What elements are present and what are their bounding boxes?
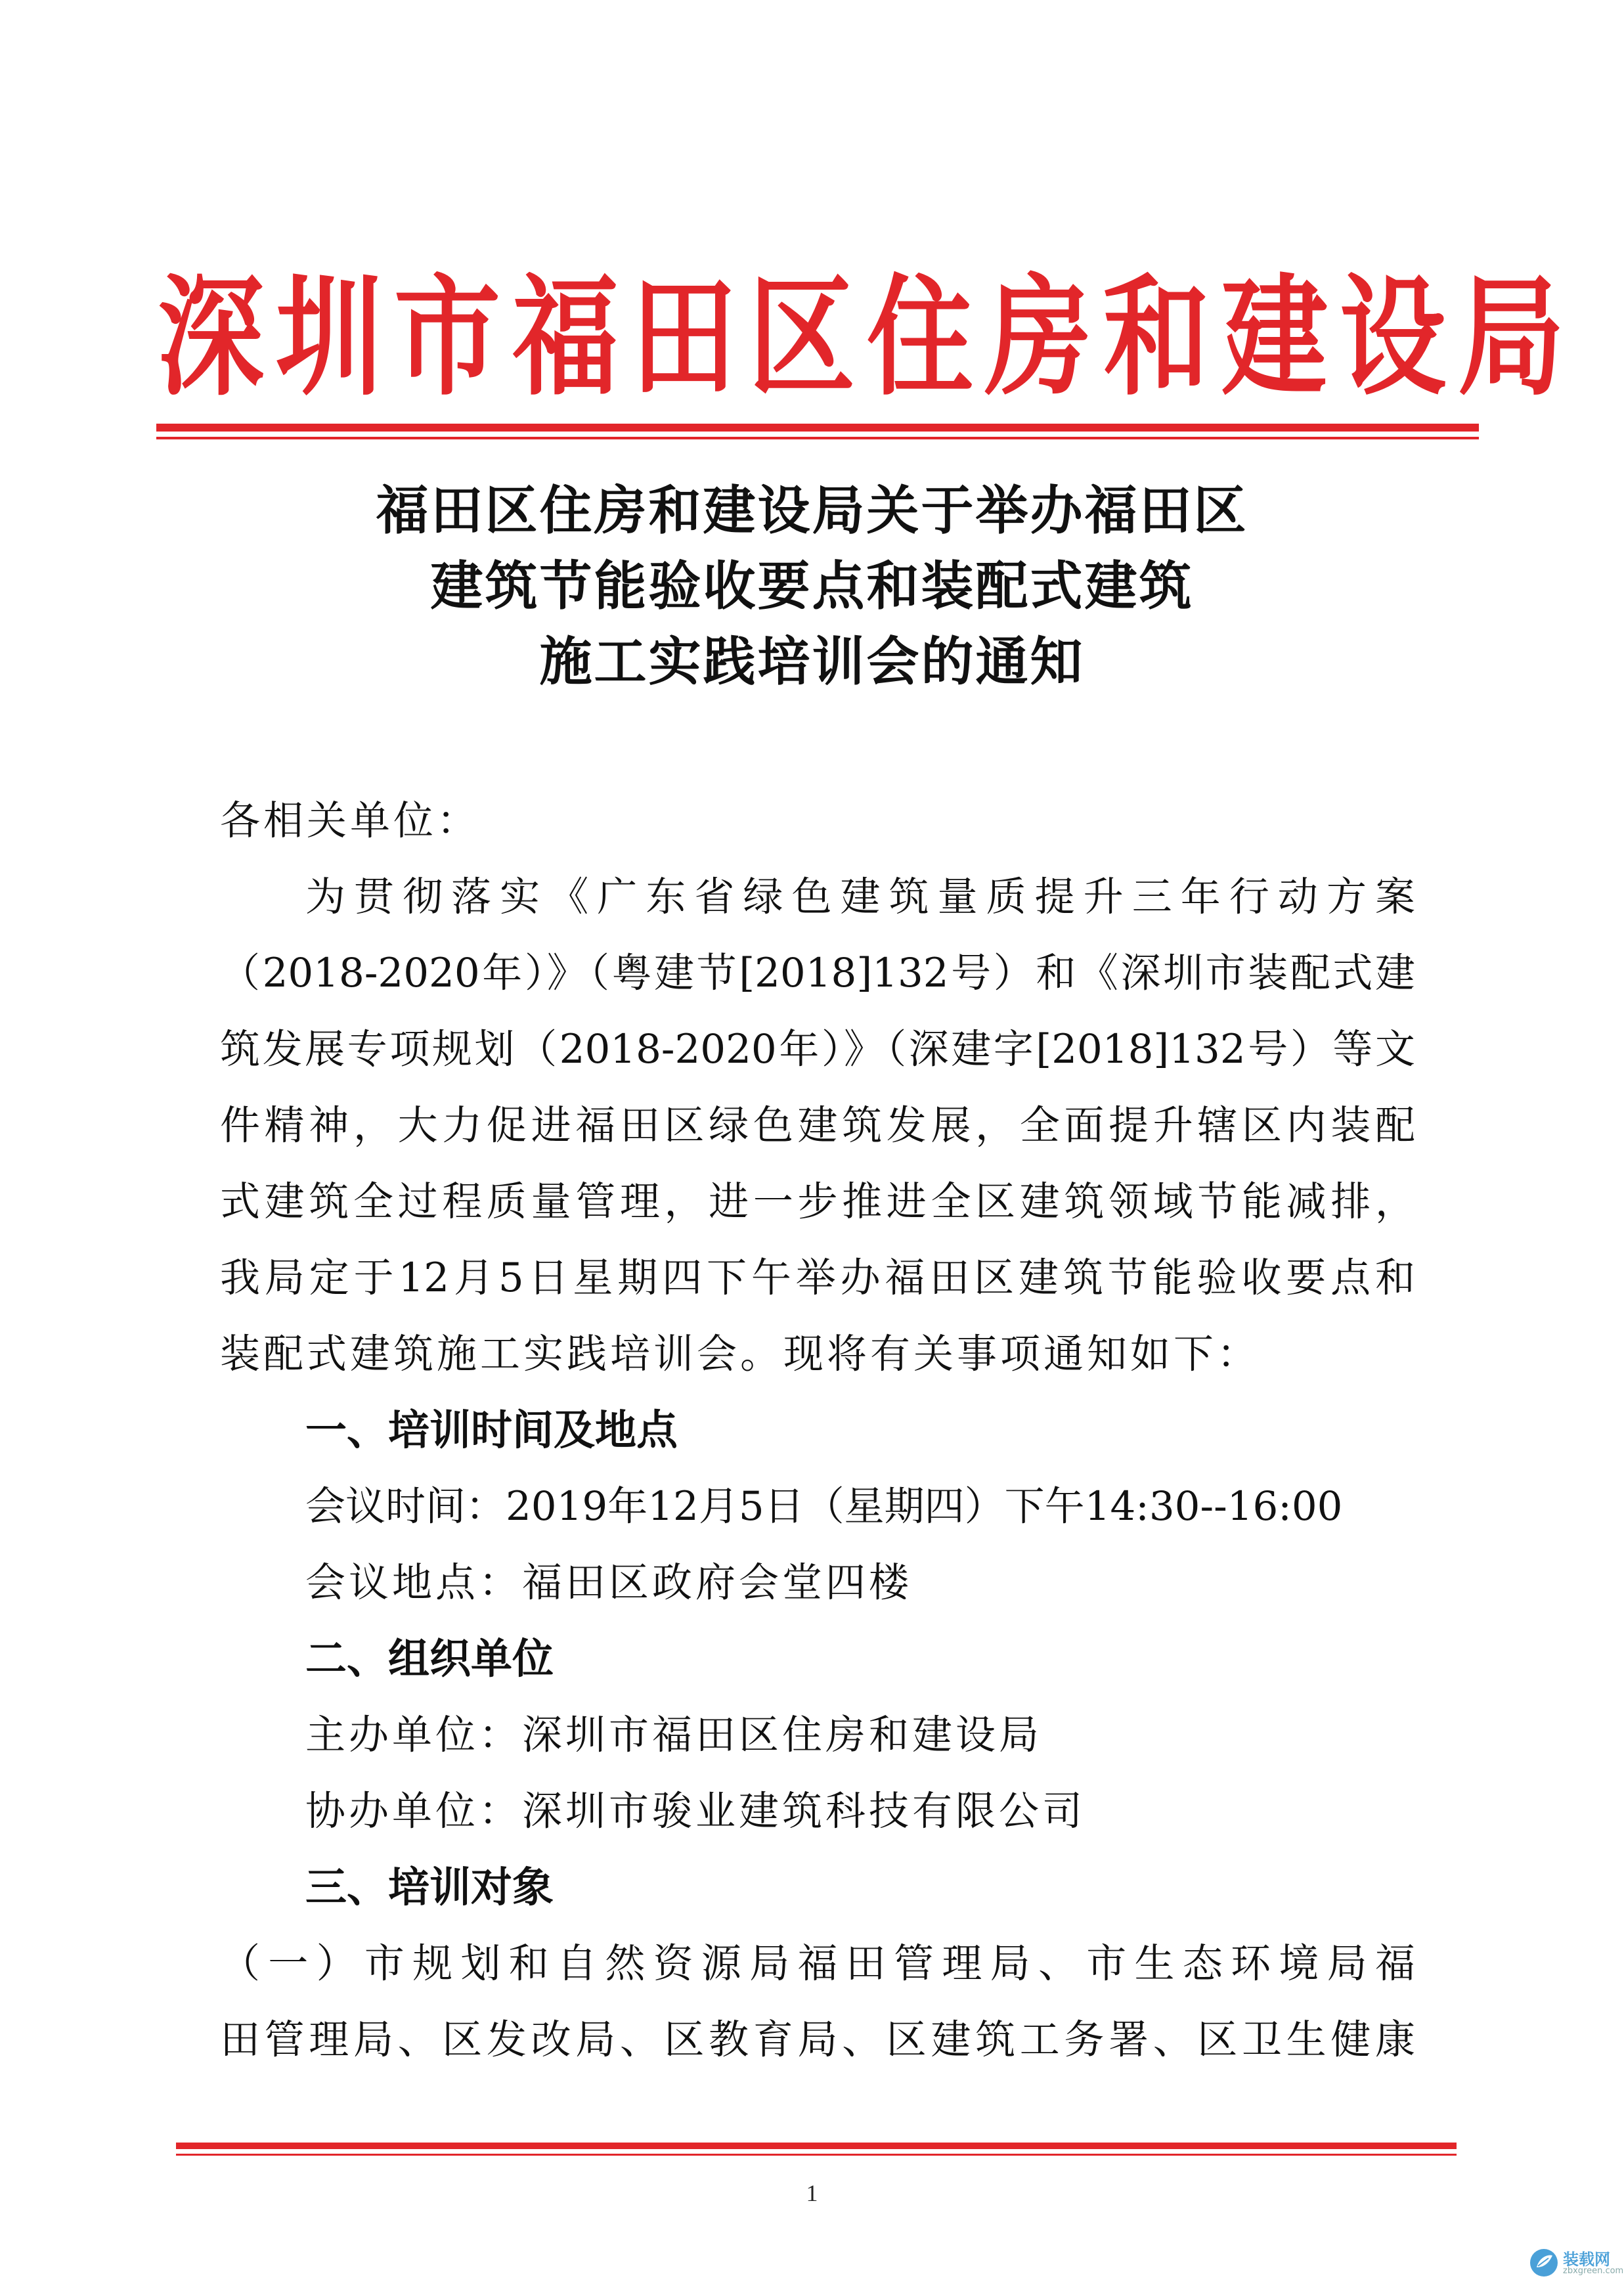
paragraph-line: 式建筑全过程质量管理，进一步推进全区建筑领域节能减排， <box>220 1178 1415 1225</box>
title-line: 施工实践培训会的通知 <box>539 631 1085 692</box>
paragraph-line: 田管理局、区发改局、区教育局、区建筑工务署、区卫生健康 <box>220 2016 1415 2063</box>
footer-rule-thin <box>176 2154 1457 2156</box>
page-number: 1 <box>806 2180 818 2206</box>
cohost-unit: 协办单位：深圳市骏业建筑科技有限公司 <box>305 1788 1086 1834</box>
paragraph-line: 装配式建筑施工实践培训会。现将有关事项通知如下： <box>220 1331 1261 1377</box>
watermark-name: 装载网 <box>1563 2250 1610 2269</box>
agency-masthead: 深圳市福田区住房和建设局 <box>158 261 1576 414</box>
paragraph-line: 为贯彻落实《广东省绿色建筑量质提升三年行动方案 <box>305 874 1415 920</box>
watermark-url: zbxgreen.com <box>1563 2266 1624 2276</box>
section-heading-audience: 三、培训对象 <box>305 1863 554 1911</box>
paragraph-line: 筑发展专项规划（2018-2020年）》（深建字[2018]132号）等文 <box>220 1026 1415 1073</box>
masthead-rule-thick <box>156 424 1479 432</box>
paragraph-line: （2018-2020年）》（粤建节[2018]132号）和《深圳市装配式建 <box>220 950 1415 996</box>
document-title <box>0 473 1624 700</box>
title-line: 建筑节能验收要点和装配式建筑 <box>430 556 1194 617</box>
salutation: 各相关单位： <box>220 797 481 844</box>
paragraph-line: （一）市规划和自然资源局福田管理局、市生态环境局福 <box>220 1940 1415 1987</box>
paragraph-line: 我局定于12月5日星期四下午举办福田区建筑节能验收要点和 <box>220 1255 1415 1301</box>
leaf-logo-icon <box>1529 2248 1559 2278</box>
meeting-time: 会议时间：2019年12月5日（星期四）下午14:30--16:00 <box>305 1483 1343 1530</box>
host-unit: 主办单位：深圳市福田区住房和建设局 <box>305 1712 1043 1758</box>
masthead-rule-thin <box>156 437 1479 439</box>
paragraph-line: 件精神，大力促进福田区绿色建筑发展，全面提升辖区内装配 <box>220 1102 1415 1149</box>
section-heading-time-place: 一、培训时间及地点 <box>305 1406 678 1454</box>
footer-rule-thick <box>176 2143 1457 2149</box>
section-heading-organizers: 二、组织单位 <box>305 1635 554 1683</box>
meeting-place: 会议地点：福田区政府会堂四楼 <box>305 1559 913 1606</box>
document-body <box>220 783 1415 2078</box>
site-watermark <box>1529 2245 1624 2282</box>
title-line: 福田区住房和建设局关于举办福田区 <box>376 480 1248 541</box>
